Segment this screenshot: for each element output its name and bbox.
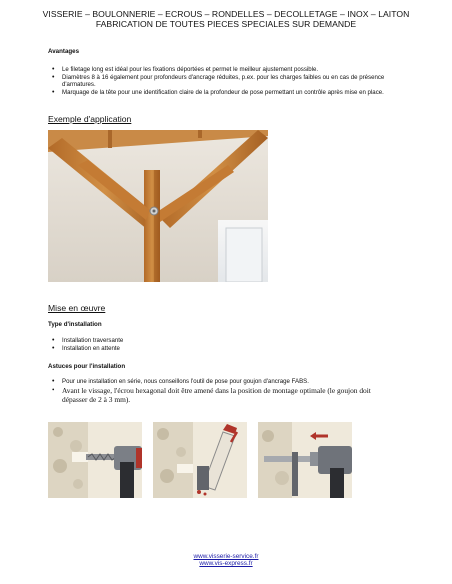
astuces-heading: Astuces pour l'installation [48,363,126,370]
step-3-setting-image [258,422,352,498]
type-heading: Type d'installation [48,321,102,328]
list-item: • Marquage de la tête pour une identification claire de la profondeur de pose permettant un contrôle après mise en place. [48,89,398,97]
avantages-heading: Avantages [48,48,80,55]
list-item: • Le filetage long est idéal pour les fixations déportées et permet le meilleur ajustement possible. [48,66,398,74]
application-photo [48,130,268,282]
list-item: • Diamètres 8 à 16 également pour profondeurs d'ancrage réduites, p.ex. pour les charges faibles ou en cas de présence d'armatures. [48,74,398,89]
list-item: • Installation en attente [48,345,348,353]
list-item: • Pour une installation en série, nous conseillons l'outil de pose pour goujon d'ancrage FABS. [48,378,393,386]
list-item: • Avant le vissage, l'écrou hexagonal doit être amené dans la position de montage optimale (le goujon doit dépasser de 2 à 3 mm). [48,386,393,404]
header-line-2: FABRICATION DE TOUTES PIECES SPECIALES SUR DEMANDE [95,19,357,30]
timber-truss-image [48,130,268,282]
exemple-heading: Exemple d'application [48,114,132,124]
header-line-1: VISSERIE – BOULONNERIE – ECROUS – RONDELLES – DECOLLETAGE – INOX – LAITON [42,9,410,19]
avantages-list [48,66,398,96]
type-list [48,337,348,352]
astuces-list-serif [48,386,393,404]
step-2-cleaning-image [153,422,247,498]
mise-heading: Mise en œuvre [48,303,106,313]
page-header [0,9,452,30]
step-1-drilling-image [48,422,142,498]
list-item: • Installation traversante [48,337,348,345]
footer-link-vis-express[interactable]: www.vis-express.fr [199,560,253,567]
footer-links [0,553,452,567]
footer-link-visserie-service[interactable]: www.visserie-service.fr [193,553,259,560]
